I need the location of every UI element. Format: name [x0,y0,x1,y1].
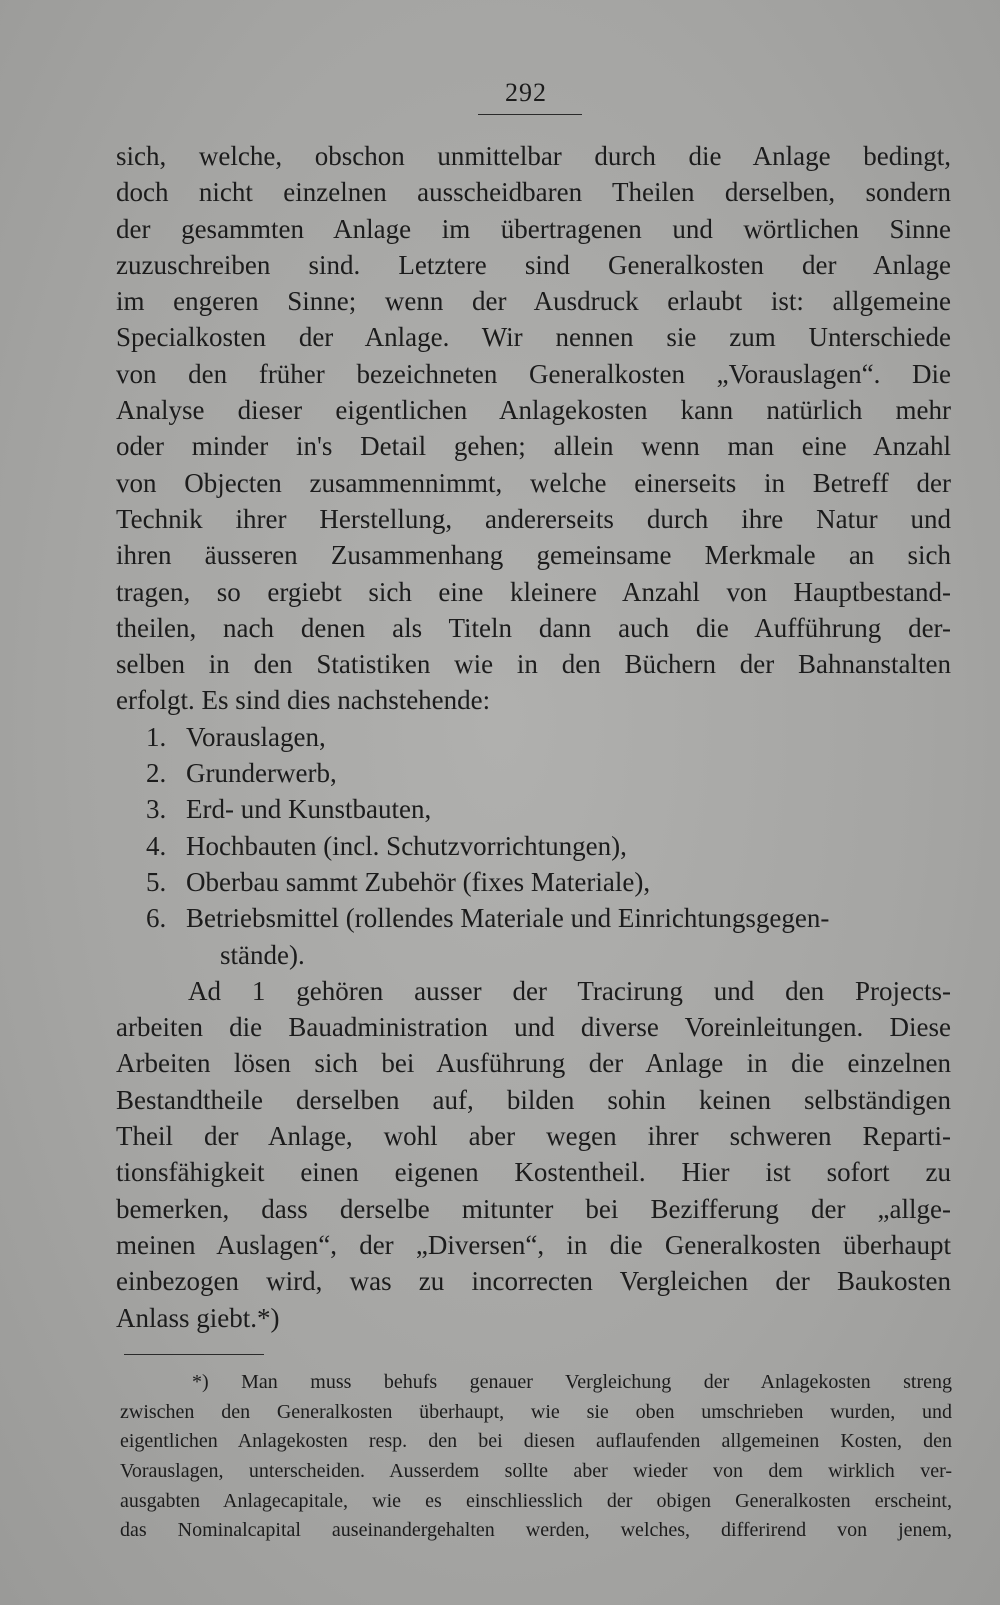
list-item [116,900,951,936]
text-line: sich, welche, obschon unmittelbar durch die Anlage bedingt, [116,141,951,171]
list-continuation: stände). [220,939,305,970]
text-line: Bestandtheile derselben auf, bilden sohin keinen selbständigen [116,1084,951,1115]
text-line: arbeiten die Bauadministration und diverse Voreinleitungen. Diese [116,1012,951,1043]
list-item [116,791,951,827]
list-number: 4. [146,830,167,861]
text-line: Theil der Anlage, wohl aber wegen ihrer schweren Reparti- [116,1121,951,1152]
text-line: Arbeiten lösen sich bei Ausführung der Anlage in die einzelnen [116,1048,951,1079]
list-text: Betriebsmittel (rollendes Materiale und Einrichtungsgegen- [186,903,830,934]
text-line: theilen, nach denen als Titeln dann auch die Aufführung der- [116,612,951,643]
footnote-rule [124,1354,264,1355]
list-item [116,719,951,755]
list-number: 5. [146,866,167,897]
text-line: Specialkosten der Anlage. Wir nennen sie zum Unterschiede [116,322,951,353]
text-line: oder minder in's Detail gehen; allein wenn man eine Anzahl [116,431,951,462]
list-number: 6. [146,903,167,934]
text-line: im engeren Sinne; wenn der Ausdruck erlaubt ist: allgemeine [116,286,951,317]
list-text: Erd- und Kunstbauten, [186,794,432,825]
text-line: von Objecten zusammennimmt, welche einerseits in Betreff der [116,467,951,498]
footnote-line: ausgabten Anlagecapitale, wie es einschliesslich der obigen Generalkosten erscheint, [120,1489,952,1512]
list-text: Vorauslagen, [186,721,326,752]
text-line: Technik ihrer Herstellung, andererseits durch ihre Natur und [116,503,951,534]
footnote-line: das Nominalcapital auseinandergehalten werden, welches, differirend von jenem, [120,1519,952,1542]
page-number: 292 [505,78,547,107]
list-text: Oberbau sammt Zubehör (fixes Materiale), [186,866,651,897]
list-text: Grunderwerb, [186,758,337,789]
text-line: einbezogen wird, was zu incorrecten Vergleichen der Baukosten [116,1266,951,1297]
text-line: von den früher bezeichneten Generalkosten „Vorauslagen“. Die [116,358,951,389]
text-line: erfolgt. Es sind dies nachstehende: [116,685,491,716]
page-number-rule [478,114,582,115]
list-number: 1. [146,721,167,752]
text-line: Analyse dieser eigentlichen Anlagekosten kann natürlich mehr [116,395,951,426]
enumerated-list [116,719,951,973]
text-line: der gesammten Anlage im übertragenen und wörtlichen Sinne [116,213,951,244]
list-number: 3. [146,794,167,825]
text-line: selben in den Statistiken wie in den Büchern der Bahnanstalten [116,649,951,680]
paragraph-2 [116,973,951,1336]
footnote-line: eigentlichen Anlagekosten resp. den bei diesen auflaufenden allgemeinen Kosten, den [120,1430,952,1453]
text-line: meinen Auslagen“, der „Diversen“, in die Generalkosten überhaupt [116,1229,951,1260]
list-item [116,864,951,900]
list-item [116,828,951,864]
text-line: Ad 1 gehören ausser der Tracirung und den Projects- [188,975,951,1006]
main-text [116,138,951,1336]
text-line: ihren äusseren Zusammenhang gemeinsame Merkmale an sich [116,540,951,571]
footnote-line: zwischen den Generalkosten überhaupt, wie sie oben umschrieben wurden, und [120,1400,952,1423]
text-line: tionsfähigkeit einen eigenen Kostentheil. Hier ist sofort zu [116,1157,951,1188]
list-number: 2. [146,758,167,789]
text-line: tragen, so ergiebt sich eine kleinere Anzahl von Hauptbestand- [116,576,951,607]
list-item [116,755,951,791]
text-line: doch nicht einzelnen ausscheidbaren Theilen derselben, sondern [116,177,951,208]
text-line: zuzuschreiben sind. Letztere sind Generalkosten der Anlage [116,249,951,280]
footnote-line: *) Man muss behufs genauer Vergleichung der Anlagekosten streng [192,1371,952,1393]
footnote [120,1368,952,1546]
footnote-line: Vorauslagen, unterscheiden. Ausserdem sollte aber wieder von dem wirklich ver- [120,1460,952,1483]
text-line: Anlass giebt.*) [116,1302,280,1333]
text-line: bemerken, dass derselbe mitunter bei Bezifferung der „allge- [116,1193,951,1224]
list-text: Hochbauten (incl. Schutzvorrichtungen), [186,830,627,861]
paragraph-1 [116,138,951,719]
